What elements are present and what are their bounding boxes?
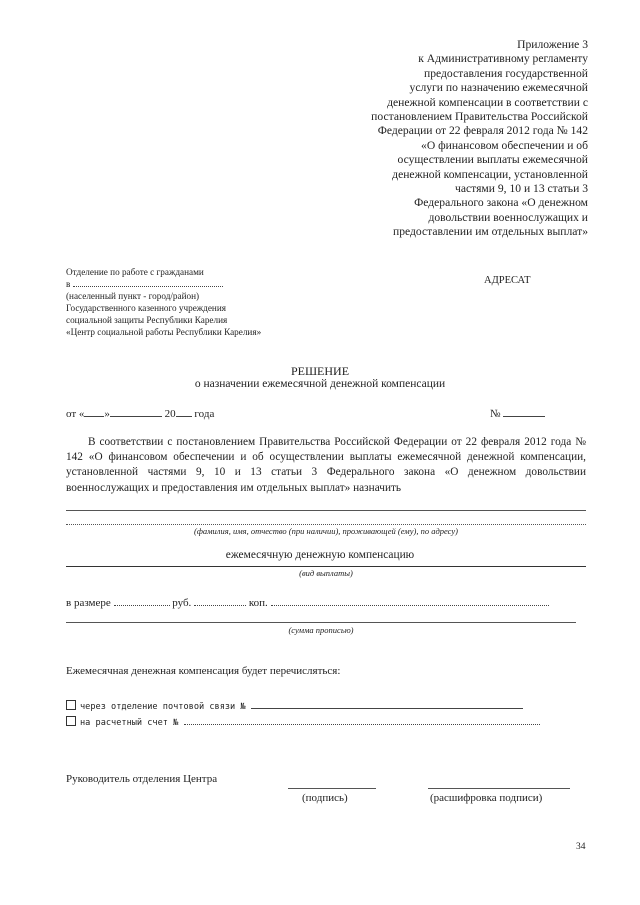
page-number: 34: [576, 842, 586, 852]
amount-rub-label: руб.: [172, 597, 192, 609]
annex-line: Федерации от 22 февраля 2012 года № 142: [377, 124, 588, 138]
amount-prefix: в размере: [66, 597, 111, 609]
date-line: [66, 407, 214, 420]
date-year-field[interactable]: [176, 407, 192, 417]
body-paragraph: В соответствии с постановлением Правительства Российской Федерации от 22 февраля 2012 года № 142 «О финансовом обеспечении и об осуществлении выплаты ежемесячной денежной компенсации, установленной частями 9, 10 и 13 статьи 3 Федерального закона «О денежном довольствии военнослужащих и предоставления им отдельных выплат» назначить: [66, 436, 586, 494]
sender-line: Государственного казенного учреждения: [66, 303, 226, 314]
annex-line: денежной компенсации, установленной: [392, 167, 588, 181]
sender-line: социальной защиты Республики Карелия: [66, 315, 228, 326]
signature-decode-caption: (расшифровка подписи): [430, 792, 543, 804]
annex-line: Приложение 3: [517, 38, 588, 51]
amount-caption: (сумма прописью): [288, 625, 354, 635]
annex-line: постановлением Правительства Российской: [371, 110, 588, 124]
person-address-field[interactable]: [66, 524, 586, 525]
annex-line: к Административному регламенту: [418, 52, 588, 66]
amount-words-field[interactable]: [271, 596, 549, 606]
annex-header: [328, 38, 588, 240]
signature-field[interactable]: [288, 788, 376, 789]
document-subtitle: о назначении ежемесячной денежной компенсации: [194, 378, 446, 390]
signature-decode-field[interactable]: [428, 788, 570, 789]
document-title: РЕШЕНИЕ: [290, 364, 350, 378]
amount-rub-field[interactable]: [114, 596, 170, 606]
payment-type-caption: (вид выплаты): [299, 568, 353, 578]
annex-line: услуги по назначению ежемесячной: [409, 81, 588, 95]
post-office-number-field[interactable]: [251, 701, 523, 709]
signature-caption: (подпись): [302, 792, 348, 804]
amount-words-line[interactable]: [66, 622, 576, 623]
annex-line: Федерального закона «О денежном: [414, 196, 588, 210]
date-prefix: от «: [66, 408, 85, 420]
amount-line: [66, 596, 549, 609]
date-suffix: года: [194, 408, 215, 420]
option-bank-account-label: на расчетный счет №: [80, 718, 179, 728]
annex-line: предоставлении им отдельных выплат»: [392, 225, 588, 239]
payment-type-line: [66, 566, 586, 567]
date-month-field[interactable]: [110, 407, 162, 417]
sender-location-prefix: в: [66, 279, 71, 290]
compensation-type-text: ежемесячную денежную компенсацию: [225, 549, 415, 561]
amount-kop-label: коп.: [248, 597, 268, 609]
transfer-text: Ежемесячная денежная компенсация будет перечисляться:: [66, 665, 341, 677]
number-sign: №: [490, 408, 501, 420]
annex-line: осуществлении выплаты ежемесячной: [397, 153, 588, 167]
person-name-field[interactable]: [66, 510, 586, 511]
annex-line: предоставления государственной: [424, 66, 588, 80]
checkbox-bank-account[interactable]: [66, 716, 76, 726]
annex-line: «О финансовом обеспечении и об: [421, 138, 588, 152]
amount-kop-field[interactable]: [194, 596, 246, 606]
sender-line: «Центр социальной работы Республики Карелия»: [66, 327, 262, 338]
addressee-label: АДРЕСАТ: [484, 275, 531, 286]
date-mid: »: [104, 408, 110, 420]
sender-location-line: [66, 278, 326, 290]
location-field[interactable]: [73, 278, 223, 287]
annex-line: денежной компенсации в соответствии с: [387, 95, 588, 109]
option-bank-account[interactable]: [66, 716, 540, 728]
annex-line: довольствии военнослужащих и: [428, 210, 588, 224]
sender-line: Отделение по работе с гражданами: [66, 267, 204, 277]
checkbox-post-office[interactable]: [66, 700, 76, 710]
option-post-office[interactable]: [66, 700, 523, 712]
sender-line: (населенный пункт - город/район): [66, 291, 200, 302]
option-post-office-label: через отделение почтовой связи №: [80, 702, 246, 712]
person-caption: (фамилия, имя, отчество (при наличии), проживающей (ему), по адресу): [194, 526, 458, 536]
annex-line: частями 9, 10 и 13 статьи 3: [455, 182, 588, 196]
date-year-prefix: 20: [164, 408, 176, 420]
date-day-field[interactable]: [84, 407, 104, 417]
number-line: [490, 407, 545, 420]
sender-block: [66, 266, 326, 339]
number-field[interactable]: [503, 407, 545, 417]
head-title: Руководитель отделения Центра: [66, 773, 218, 785]
bank-account-number-field[interactable]: [184, 717, 540, 725]
